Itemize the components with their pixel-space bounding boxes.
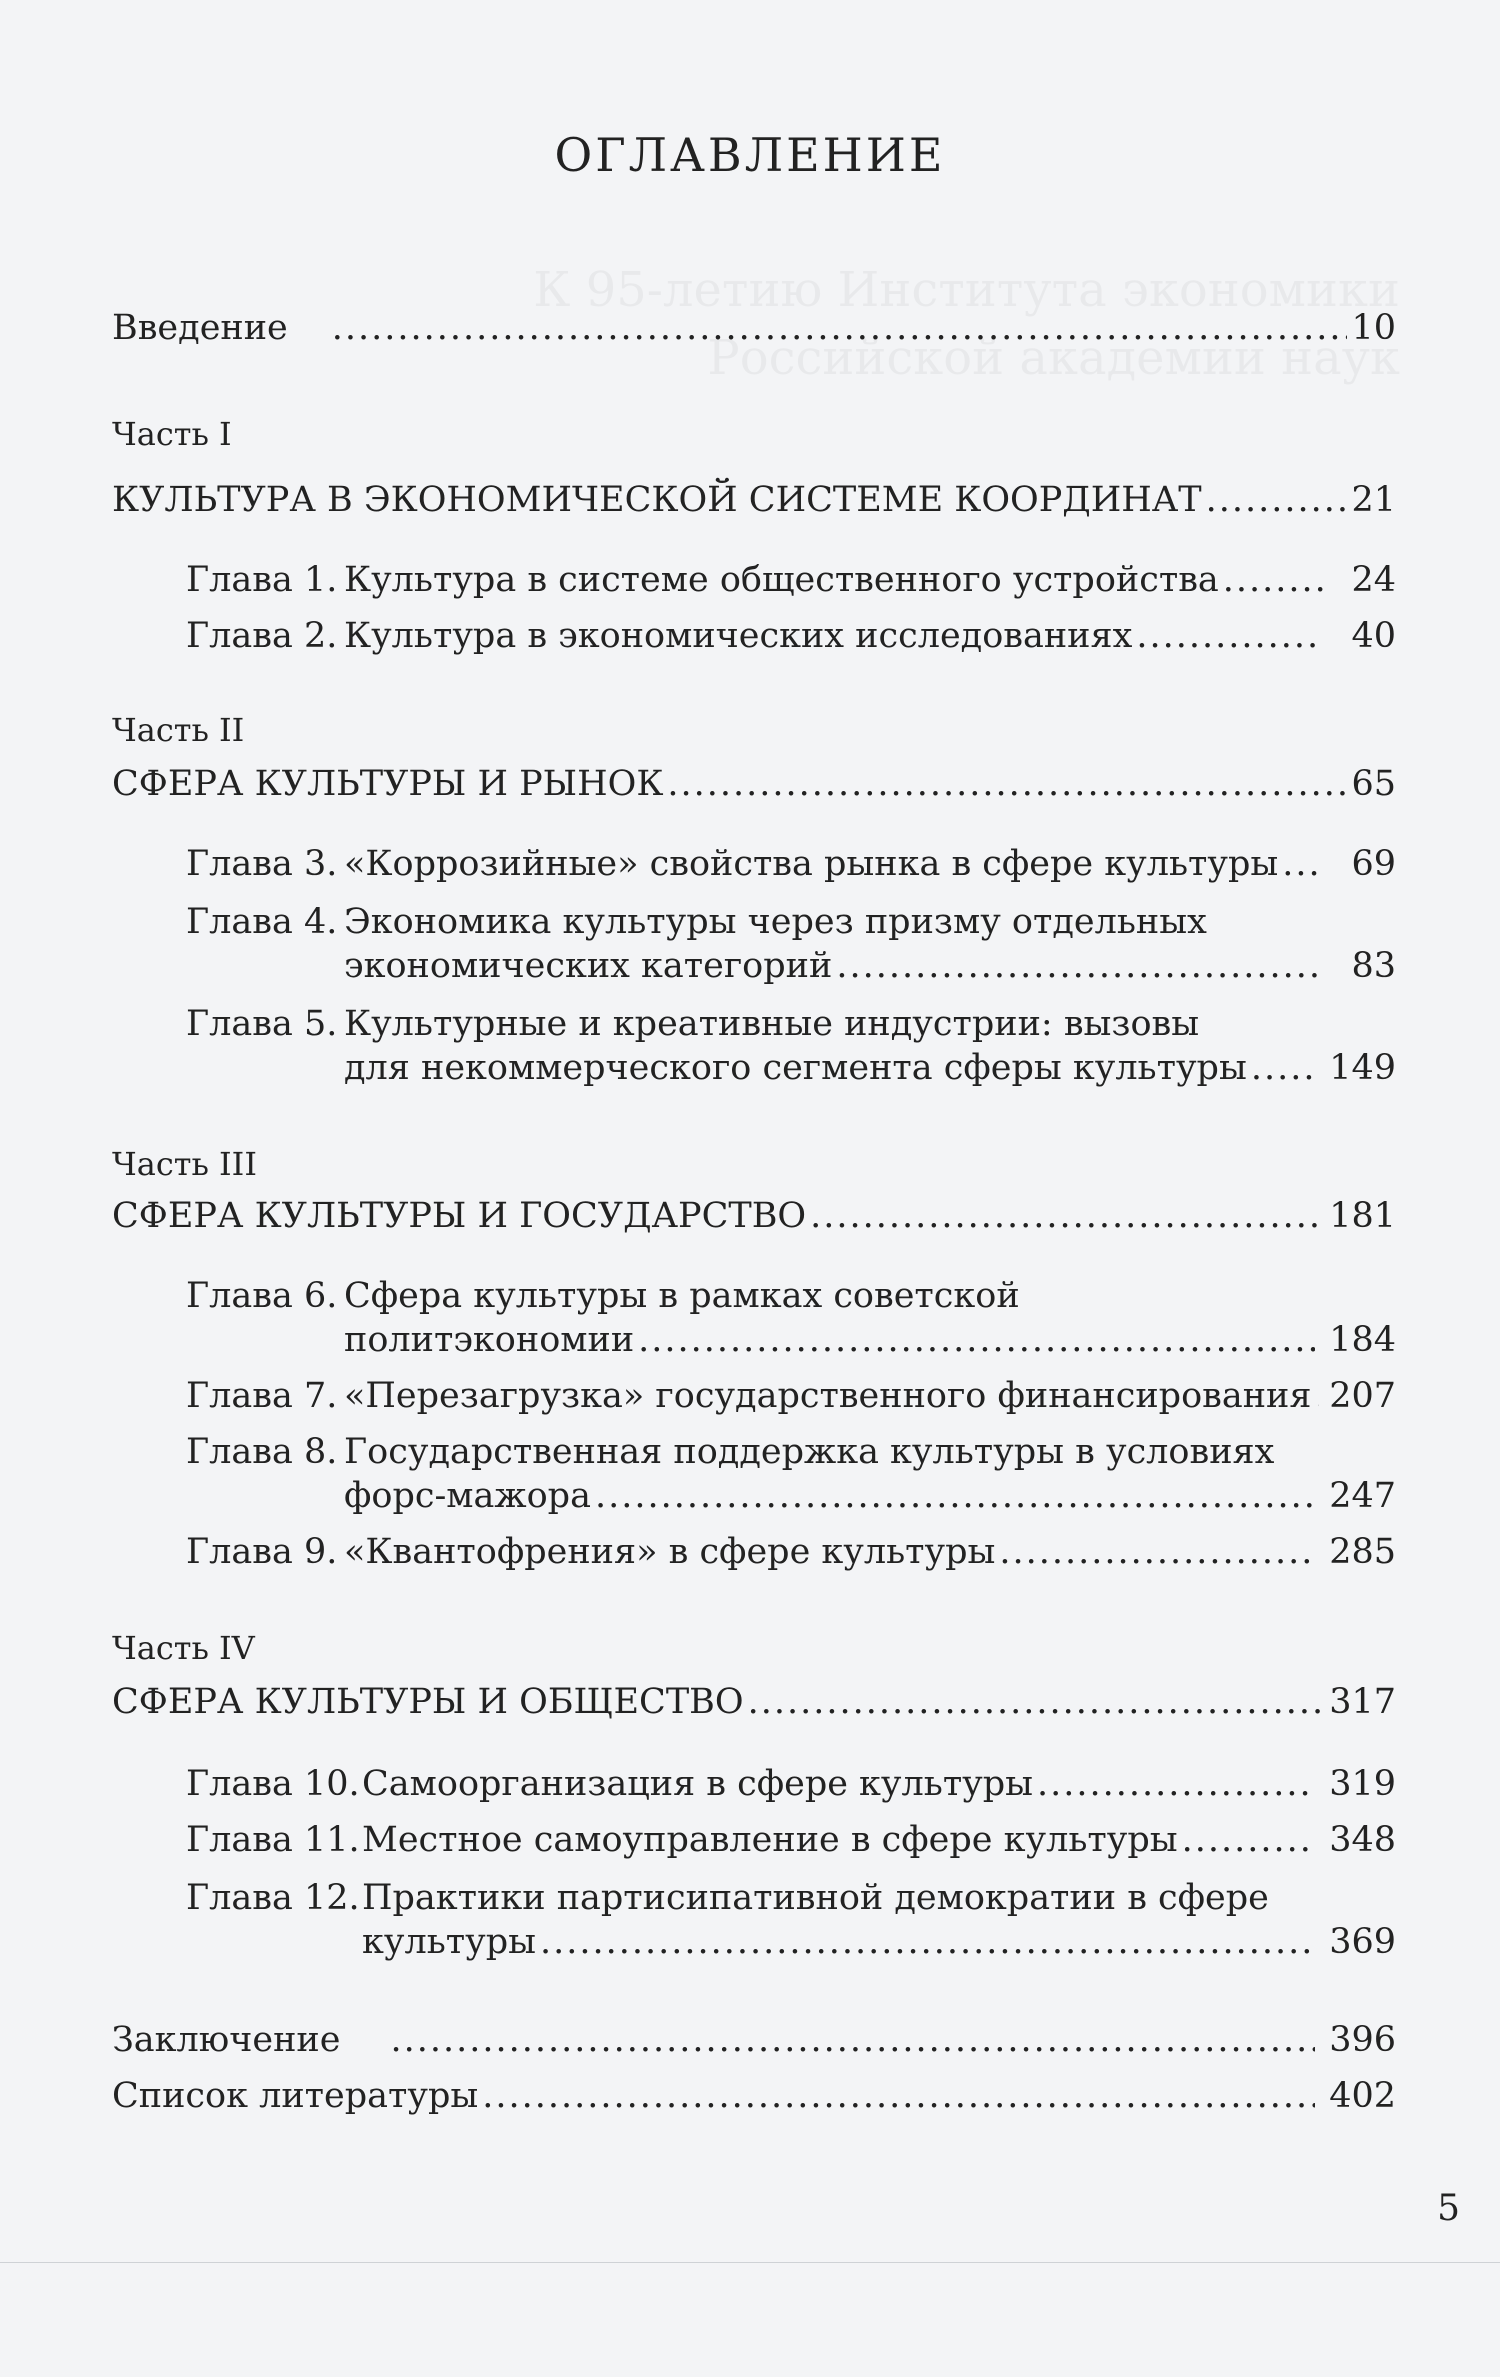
toc-entry-chapter[interactable]: [186, 1374, 1396, 1418]
entry-page: 69: [1351, 844, 1396, 884]
toc-entry-section[interactable]: [112, 478, 1396, 522]
toc-entry-chapter[interactable]: [186, 558, 1396, 602]
entry-label-line-2: для некоммерческого сегмента сферы культуры: [344, 1048, 1247, 1088]
chapter-number: Глава 5.: [186, 1004, 338, 1044]
dot-leader: [748, 1680, 1326, 1724]
toc-entry-chapter[interactable]: [186, 1818, 1396, 1862]
toc-entry-chapter[interactable]: [362, 1920, 1396, 1964]
entry-page: 181: [1329, 1196, 1396, 1236]
entry-label: Список литературы: [112, 2076, 479, 2116]
chapter-number: Глава 11.: [186, 1820, 360, 1860]
dot-leader: [540, 1920, 1315, 1964]
entry-label: Местное самоуправление в сфере культуры: [362, 1820, 1178, 1860]
dot-leader: [1206, 478, 1348, 522]
toc-entry-section[interactable]: [112, 762, 1396, 806]
chapter-number: Глава 8.: [186, 1432, 338, 1472]
entry-label: Введение: [112, 308, 288, 348]
page-edge-line: [0, 2262, 1500, 2263]
dot-leader: [667, 762, 1347, 806]
entry-label: «Коррозийные» свойства рынка в сфере культуры: [344, 844, 1279, 884]
dot-leader: [999, 1530, 1315, 1574]
entry-label-line-1: Культурные и креативные индустрии: вызовы: [344, 1004, 1200, 1044]
entry-label: СФЕРА КУЛЬТУРЫ И ГОСУДАРСТВО: [112, 1196, 807, 1236]
dot-leader: [810, 1194, 1325, 1238]
page-number: 5: [1437, 2188, 1460, 2229]
toc-entry-chapter[interactable]: [344, 1474, 1396, 1518]
chapter-number: Глава 12.: [186, 1878, 360, 1918]
toc-entry-section[interactable]: [112, 1680, 1396, 1724]
entry-page: 396: [1329, 2020, 1396, 2060]
entry-label-line-2: политэкономии: [344, 1320, 635, 1360]
entry-page: 10: [1351, 308, 1396, 348]
dot-leader: [390, 2018, 1315, 2062]
dot-leader: [1182, 1818, 1316, 1862]
dot-leader: [332, 306, 1348, 350]
dot-leader: [1251, 1046, 1315, 1090]
entry-page: 319: [1329, 1764, 1396, 1804]
page-title: ОГЛАВЛЕНИЕ: [554, 128, 946, 182]
entry-page: 65: [1351, 764, 1396, 804]
toc-entry-intro[interactable]: [112, 306, 1396, 350]
entry-label: Культура в экономических исследованиях: [344, 616, 1133, 656]
entry-label-line-1: Государственная поддержка культуры в условиях: [344, 1432, 1275, 1472]
dot-leader: [482, 2074, 1315, 2118]
chapter-number: Глава 7.: [186, 1376, 338, 1416]
entry-page: 184: [1329, 1320, 1396, 1360]
entry-page: 402: [1329, 2076, 1396, 2116]
part-heading: Часть IV: [112, 1629, 255, 1667]
toc-entry-conclusion[interactable]: [112, 2018, 1396, 2062]
toc-entry-references[interactable]: [112, 2074, 1396, 2118]
entry-label-line-1: Экономика культуры через призму отдельных: [344, 902, 1207, 942]
dot-leader: [1315, 1374, 1319, 1418]
entry-page: 285: [1329, 1532, 1396, 1572]
toc-entry-chapter[interactable]: [186, 1530, 1396, 1574]
entry-label: Самоорганизация в сфере культуры: [362, 1764, 1034, 1804]
dot-leader: [1136, 614, 1323, 658]
dot-leader: [638, 1318, 1315, 1362]
entry-page: 369: [1329, 1922, 1396, 1962]
part-heading: Часть II: [112, 711, 245, 749]
part-heading: Часть I: [112, 415, 232, 453]
dot-leader: [1282, 842, 1323, 886]
chapter-number: Глава 9.: [186, 1532, 338, 1572]
entry-label: КУЛЬТУРА В ЭКОНОМИЧЕСКОЙ СИСТЕМЕ КООРДИНАТ: [112, 480, 1202, 520]
entry-label-line-2: экономических категорий: [344, 946, 833, 986]
entry-label-line-1: Практики партисипативной демократии в сфере: [362, 1878, 1269, 1918]
entry-page: 21: [1351, 480, 1396, 520]
dot-leader: [836, 944, 1323, 988]
toc-entry-section[interactable]: [112, 1194, 1396, 1238]
chapter-number: Глава 2.: [186, 616, 338, 656]
toc-entry-chapter[interactable]: [344, 944, 1396, 988]
entry-page: 317: [1329, 1682, 1396, 1722]
chapter-number: Глава 6.: [186, 1276, 338, 1316]
entry-page: 40: [1351, 616, 1396, 656]
chapter-number: Глава 3.: [186, 844, 338, 884]
toc-entry-chapter[interactable]: [186, 1762, 1396, 1806]
entry-page: 348: [1329, 1820, 1396, 1860]
chapter-number: Глава 1.: [186, 560, 338, 600]
dot-leader: [1037, 1762, 1315, 1806]
entry-label-line-2: форс-мажора: [344, 1476, 591, 1516]
toc-entry-chapter[interactable]: [344, 1046, 1396, 1090]
entry-page: 83: [1351, 946, 1396, 986]
entry-label: «Перезагрузка» государственного финансирования: [344, 1376, 1312, 1416]
entry-label: «Квантофрения» в сфере культуры: [344, 1532, 996, 1572]
entry-label-line-2: культуры: [362, 1922, 536, 1962]
entry-label: Культура в системе общественного устройства: [344, 560, 1219, 600]
entry-label: СФЕРА КУЛЬТУРЫ И ОБЩЕСТВО: [112, 1682, 744, 1722]
toc-entry-chapter[interactable]: [344, 1318, 1396, 1362]
entry-page: 24: [1351, 560, 1396, 600]
dot-leader: [595, 1474, 1315, 1518]
toc-entry-chapter[interactable]: [186, 842, 1396, 886]
entry-label: Заключение: [112, 2020, 341, 2060]
part-heading: Часть III: [112, 1145, 257, 1183]
entry-page: 247: [1329, 1476, 1396, 1516]
chapter-number: Глава 10.: [186, 1764, 360, 1804]
entry-page: 149: [1329, 1048, 1396, 1088]
chapter-number: Глава 4.: [186, 902, 338, 942]
entry-page: 207: [1329, 1376, 1396, 1416]
toc-entry-chapter[interactable]: [186, 614, 1396, 658]
dot-leader: [1223, 558, 1324, 602]
entry-label-line-1: Сфера культуры в рамках советской: [344, 1276, 1020, 1316]
entry-label: СФЕРА КУЛЬТУРЫ И РЫНОК: [112, 764, 664, 804]
